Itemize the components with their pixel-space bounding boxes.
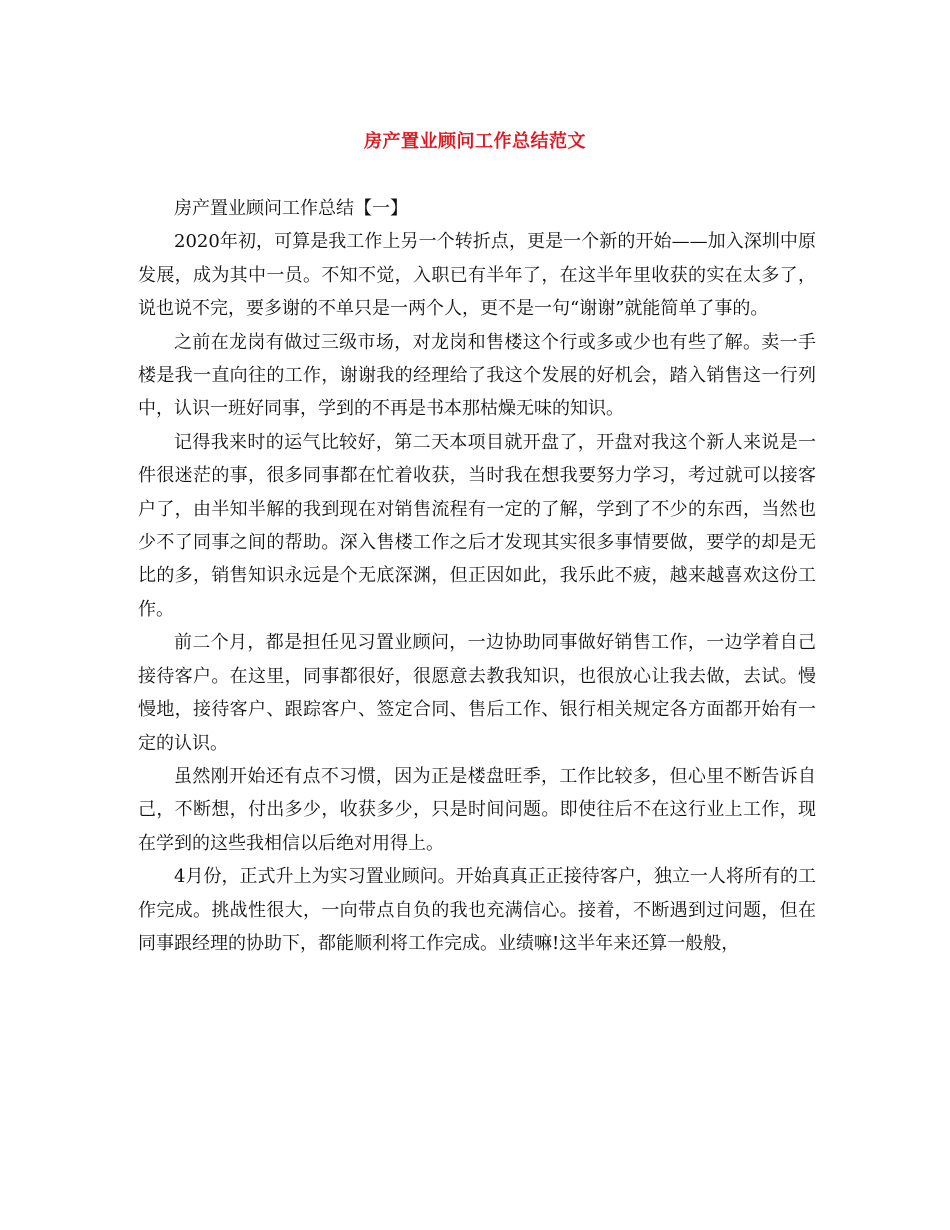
document-title: 房产置业顾问工作总结范文 bbox=[364, 131, 586, 152]
paragraph: 2020年初，可算是我工作上另一个转折点，更是一个新的开始——加入深圳中原发展，成为其中一员。不知不觉，入职已有半年了，在这半年里收获的实在太多了，说也说不完，要多谢的不单只是一两个人，更不是一句“谢谢”就能简单了事的。 bbox=[138, 231, 816, 320]
paragraph: 4月份，正式升上为实习置业顾问。开始真真正正接待客户，独立一人将所有的工作完成。挑战性很大，一向带点自负的我也充满信心。接着，不断遇到过问题，但在同事跟经理的协助下，都能顺利将工作完成。业绩嘛!这半年来还算一般般， bbox=[138, 866, 816, 954]
section-heading: 房产置业顾问工作总结【一】 bbox=[174, 198, 408, 219]
paragraph: 记得我来时的运气比较好，第二天本项目就开盘了，开盘对我这个新人来说是一件很迷茫的事，很多同事都在忙着收获，当时我在想我要努力学习，考过就可以接客户了，由半知半解的我到现在对销售流程有一定的了解，学到了不少的东西，当然也少不了同事之间的帮助。深入售楼工作之后才发现其实很多事情要做，要学的却是无比的多，销售知识永远是个无底深渊，但正因如此，我乐此不疲，越来越喜欢这份工作。 bbox=[138, 431, 816, 620]
paragraph: 前二个月，都是担任见习置业顾问，一边协助同事做好销售工作，一边学着自己接待客户。在这里，同事都很好，很愿意去教我知识，也很放心让我去做，去试。慢慢地，接待客户、跟踪客户、签定合同、售后工作、银行相关规定各方面都开始有一定的认识。 bbox=[138, 632, 816, 754]
paragraph: 虽然刚开始还有点不习惯，因为正是楼盘旺季，工作比较多，但心里不断告诉自己，不断想，付出多少，收获多少，只是时间问题。即使往后不在这行业上工作，现在学到的这些我相信以后绝对用得上。 bbox=[138, 765, 816, 854]
document-body bbox=[138, 192, 816, 960]
paragraph: 之前在龙岗有做过三级市场，对龙岗和售楼这个行或多或少也有些了解。卖一手楼是我一直向往的工作，谢谢我的经理给了我这个发展的好机会，踏入销售这一行列中，认识一班好同事，学到的不再是书本那枯燥无味的知识。 bbox=[138, 331, 816, 420]
